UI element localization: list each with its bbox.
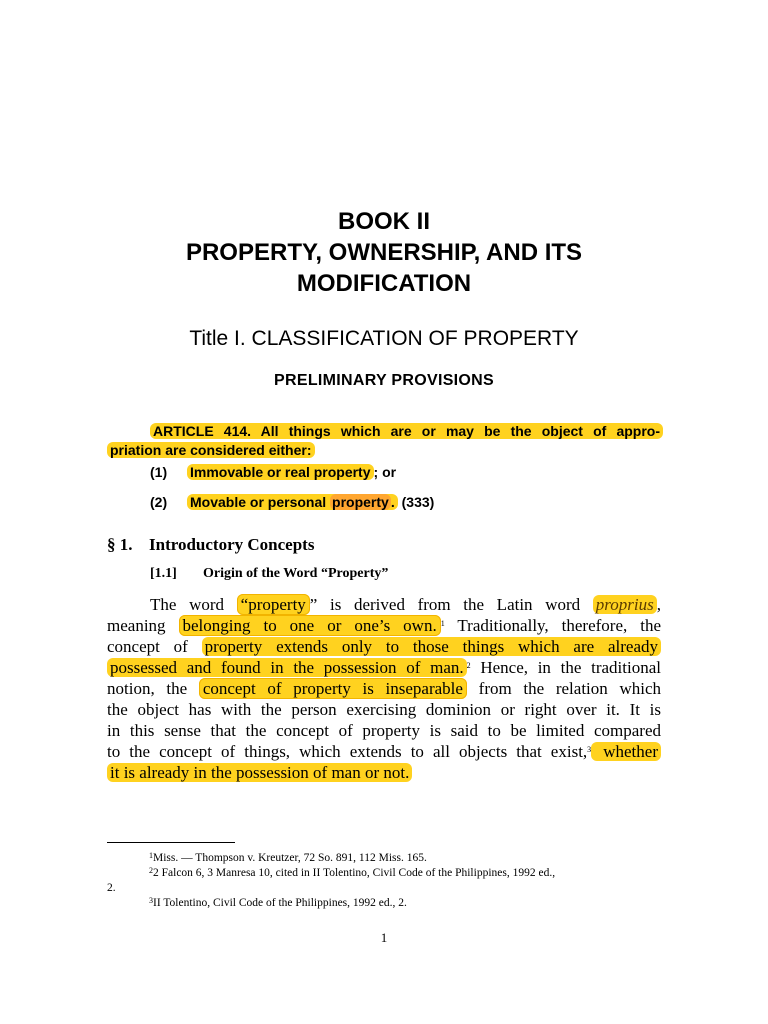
- footnote-mark: 2: [149, 866, 153, 875]
- item-text-a: Movable or personal: [190, 494, 331, 510]
- footnote-ref: 2: [466, 661, 471, 670]
- paragraph-line: in this sense that the concept of property is said to be limited compared: [107, 721, 661, 740]
- footnote-ref: 3: [587, 745, 592, 754]
- book-title-line-2: MODIFICATION: [296, 270, 472, 297]
- highlight: whether: [591, 742, 661, 761]
- footnote-text-continued: 2.: [107, 882, 116, 894]
- highlight: possessed and found in the possession of man.: [107, 658, 467, 677]
- text-run: ,: [656, 595, 661, 614]
- item-number: (2): [150, 494, 168, 510]
- list-item: [150, 493, 434, 512]
- text-run: concept of: [107, 637, 202, 656]
- preliminary-heading: PRELIMINARY PROVISIONS: [274, 372, 494, 389]
- footnote: [107, 863, 667, 896]
- item-text-b: property: [332, 494, 389, 510]
- footnote-ref: 1: [440, 619, 445, 628]
- article-line-2: priation are considered either:: [107, 442, 315, 458]
- article-414: [107, 422, 663, 460]
- item-suffix-a: .: [390, 494, 395, 510]
- footnote: [107, 893, 667, 911]
- paragraph-line: [107, 741, 661, 762]
- body-paragraph: [107, 594, 661, 783]
- text-run: to the concept of things, which extends to all objects that exist,: [107, 742, 588, 761]
- highlight: it is already in the possession of man or not.: [107, 763, 412, 782]
- subsection-number: [1.1]: [150, 566, 177, 581]
- item-text: Immovable or real property: [187, 464, 374, 480]
- footnote-mark: 1: [149, 851, 153, 860]
- highlight: belonging to one or one’s own.: [179, 615, 441, 636]
- highlight-italic: proprius: [593, 595, 657, 614]
- section-heading: [107, 535, 314, 555]
- text-run: ” is derived from the Latin word: [309, 595, 593, 614]
- item-suffix: (333): [397, 494, 435, 510]
- text-run: meaning: [107, 616, 179, 635]
- subsection-heading: [150, 566, 388, 582]
- list-item: [150, 463, 396, 482]
- footnote-mark: 3: [149, 896, 153, 905]
- book-heading: [0, 206, 768, 299]
- paragraph-line: [107, 678, 661, 699]
- item-number: (1): [150, 464, 168, 480]
- item-suffix: ; or: [373, 464, 397, 480]
- footnote-text: 2 Falcon 6, 3 Manresa 10, cited in II Tolentino, Civil Code of the Philippines, 1992 ed.,: [153, 867, 556, 879]
- highlight: property extends only to those things which are already: [202, 637, 661, 656]
- paragraph-line: [107, 657, 661, 678]
- item-text: [187, 494, 398, 510]
- article-line-1: ARTICLE 414. All things which are or may be the object of appro-: [150, 423, 663, 439]
- page-number: 1: [380, 930, 388, 945]
- footnote-text: Miss. — Thompson v. Kreutzer, 72 So. 891, 112 Miss. 165.: [153, 852, 427, 864]
- paragraph-line: [107, 594, 661, 615]
- paragraph-line: the object has with the person exercising dominion or right over it. It is: [107, 700, 661, 719]
- subsection-title: Origin of the Word “Property”: [203, 566, 389, 581]
- text-run: The word: [150, 595, 237, 614]
- text-run: Hence, in the traditional: [470, 658, 661, 677]
- footnote-text: II Tolentino, Civil Code of the Philippines, 1992 ed., 2.: [153, 897, 407, 909]
- highlight: “property: [237, 594, 310, 615]
- text-run: notion, the: [107, 679, 199, 698]
- title-heading: Title I. CLASSIFICATION OF PROPERTY: [189, 327, 579, 350]
- text-run: Traditionally, therefore, the: [444, 616, 661, 635]
- highlight: concept of property is inseparable: [199, 678, 467, 699]
- paragraph-line: [107, 762, 661, 783]
- paragraph-line: [107, 615, 661, 636]
- book-title-line-1: PROPERTY, OWNERSHIP, AND ITS: [185, 239, 583, 266]
- section-title: Introductory Concepts: [149, 535, 315, 554]
- text-run: from the relation which: [466, 679, 662, 698]
- paragraph-line: [107, 636, 661, 657]
- section-number: § 1.: [107, 535, 133, 554]
- book-number: BOOK II: [337, 208, 430, 235]
- footnote-divider: [107, 842, 235, 843]
